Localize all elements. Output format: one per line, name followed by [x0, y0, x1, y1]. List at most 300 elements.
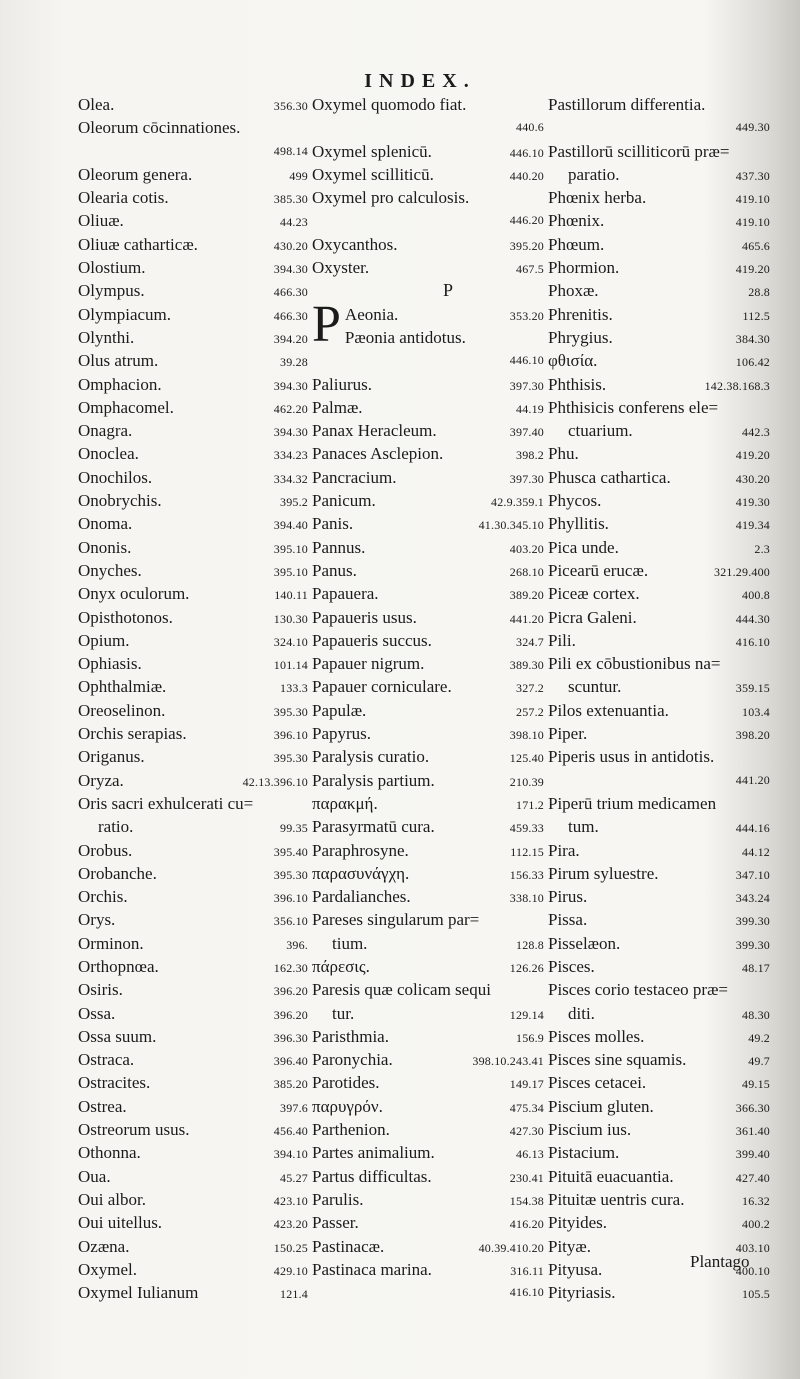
index-entry: [312, 93, 544, 116]
entry-term: Phœnix.: [548, 211, 605, 231]
entry-reference: 398.10: [509, 728, 544, 743]
entry-term: Oui albor.: [78, 1189, 146, 1209]
entry-reference: 397.40: [509, 425, 544, 440]
entry-reference: 101.14: [273, 658, 308, 673]
index-entry: [78, 1048, 308, 1071]
entry-reference: 347.10: [735, 867, 770, 882]
entry-reference: 48.30: [742, 1007, 770, 1022]
index-entry: [312, 442, 544, 465]
index-entry: [78, 629, 308, 652]
entry-reference: 396.20: [273, 984, 308, 999]
index-entry: [312, 1235, 544, 1258]
entry-reference: 361.40: [735, 1124, 770, 1139]
entry-term: Omphacion.: [78, 374, 162, 394]
entry-reference: 444.16: [735, 821, 770, 836]
index-entry: [312, 1048, 544, 1071]
entry-term: Pisces corio testaceo præ=: [548, 980, 729, 1000]
index-entry: [548, 396, 770, 419]
index-entry: [548, 466, 770, 489]
index-entry: [548, 93, 770, 116]
index-entry: [312, 373, 544, 396]
entry-reference: 334.32: [273, 471, 308, 486]
index-entry: [312, 419, 544, 442]
index-entry: [345, 303, 544, 326]
index-entry: [78, 349, 308, 372]
index-entry: [312, 1002, 544, 1025]
entry-term: φθισία.: [548, 351, 598, 371]
index-entry: [548, 722, 770, 745]
entry-reference: 359.15: [735, 681, 770, 696]
index-entry: [78, 1071, 308, 1094]
entry-term: Olympiacum.: [78, 304, 172, 324]
entry-reference: 398.2: [516, 448, 544, 463]
entry-reference: 419.20: [735, 262, 770, 277]
index-entry: [312, 256, 544, 279]
index-entry: [312, 209, 544, 232]
index-entry: [312, 792, 544, 815]
entry-term: Papaueris succus.: [312, 630, 432, 650]
index-entry: [78, 675, 308, 698]
index-entry: [548, 675, 770, 698]
index-entry: [78, 140, 308, 163]
index-entry: [78, 396, 308, 419]
index-entry: [548, 279, 770, 302]
index-entry: [312, 699, 544, 722]
index-entry: [548, 908, 770, 931]
entry-term: ratio.: [98, 817, 134, 837]
index-entry: [78, 559, 308, 582]
index-entry: [548, 1118, 770, 1141]
index-entry: [78, 1141, 308, 1164]
entry-reference: 462.20: [273, 401, 308, 416]
index-entry: [548, 1141, 770, 1164]
index-entry: [548, 536, 770, 559]
entry-term: Onoclea.: [78, 444, 139, 464]
index-entry: [78, 1002, 308, 1025]
entry-reference: 395.10: [273, 541, 308, 556]
entry-reference: 419.10: [735, 192, 770, 207]
entry-reference: 440.20: [509, 168, 544, 183]
entry-term: Pica unde.: [548, 537, 619, 557]
entry-reference: 48.17: [742, 960, 770, 975]
entry-term: Oleorum genera.: [78, 164, 193, 184]
index-entry: [312, 908, 544, 931]
index-entry: [548, 745, 770, 768]
entry-reference: 356.30: [273, 99, 308, 113]
entry-reference: 321.29.400: [714, 564, 770, 579]
page-header: INDEX.: [364, 70, 476, 92]
entry-term: Paronychia.: [312, 1050, 393, 1070]
entry-term: Pira.: [548, 840, 580, 860]
entry-reference: 99.35: [280, 821, 308, 836]
entry-term: Ossa suum.: [78, 1026, 157, 1046]
entry-reference: 395.10: [273, 564, 308, 579]
entry-reference: 385.30: [273, 192, 308, 207]
entry-term: Pisces.: [548, 956, 595, 976]
entry-reference: 389.30: [509, 658, 544, 673]
index-entry: [78, 279, 308, 302]
entry-term: Papyrus.: [312, 724, 372, 744]
index-entry: [312, 932, 544, 955]
index-entry: [78, 699, 308, 722]
entry-term: Ophiasis.: [78, 654, 142, 674]
entry-term: Phu.: [548, 444, 579, 464]
entry-term: Partus difficultas.: [312, 1166, 432, 1186]
entry-term: Osiris.: [78, 980, 123, 1000]
entry-term: Phusca cathartica.: [548, 467, 671, 487]
index-entry: [548, 629, 770, 652]
index-entry: [548, 769, 770, 792]
entry-term: Orobus.: [78, 840, 133, 860]
index-column-3: [548, 93, 770, 1304]
entry-term: Oxymel.: [78, 1259, 138, 1279]
entry-reference: 400.8: [742, 588, 770, 603]
entry-reference: 2.3: [754, 541, 770, 556]
entry-term: Oris sacri exhulcerati cu=: [78, 793, 254, 813]
entry-term: Pæonia antidotus.: [344, 327, 466, 347]
entry-reference: 128.8: [516, 937, 544, 952]
entry-term: Olus atrum.: [78, 351, 159, 371]
entry-reference: 456.40: [273, 1124, 308, 1139]
index-entry: [78, 978, 308, 1001]
entry-term: Pisces molles.: [548, 1026, 645, 1046]
index-entry: [548, 815, 770, 838]
entry-reference: 419.34: [735, 518, 770, 533]
entry-term: Onobrychis.: [78, 491, 162, 511]
entry-reference: 475.34: [509, 1100, 544, 1115]
index-entry: [312, 163, 544, 186]
entry-reference: 446.10: [509, 353, 544, 368]
index-entry: [312, 140, 544, 163]
entry-reference: 42.13.396.10: [242, 774, 308, 789]
entry-term: Paralysis curatio.: [312, 747, 430, 767]
index-entry: [548, 442, 770, 465]
entry-term: Paralysis partium.: [312, 770, 435, 790]
entry-term: Paristhmia.: [312, 1026, 389, 1046]
entry-term: Onoma.: [78, 514, 133, 534]
entry-term: Ononis.: [78, 537, 132, 557]
entry-term: Pituitæ uentris cura.: [548, 1189, 685, 1209]
entry-term: Onagra.: [78, 421, 133, 441]
entry-term: Ossa.: [78, 1003, 116, 1023]
entry-reference: 125.40: [509, 751, 544, 766]
index-entry: [548, 652, 770, 675]
index-entry: [78, 1118, 308, 1141]
entry-reference: 384.30: [735, 331, 770, 346]
entry-reference: 210.39: [509, 774, 544, 789]
entry-term: Papulæ.: [312, 700, 367, 720]
entry-term: Phœum.: [548, 234, 605, 254]
index-entry: [312, 396, 544, 419]
index-entry: [548, 932, 770, 955]
entry-reference: 42.9.359.1: [491, 495, 544, 510]
entry-term: Phyllitis.: [548, 514, 609, 534]
index-entry: [548, 209, 770, 232]
entry-term: παρυγρόν.: [312, 1096, 383, 1116]
entry-reference: 257.2: [516, 704, 544, 719]
entry-term: Palmæ.: [312, 397, 363, 417]
entry-term: Oxymel Iulianum: [78, 1283, 199, 1303]
entry-term: Pareses singularum par=: [312, 910, 480, 930]
entry-reference: 441.20: [735, 772, 770, 787]
entry-reference: 397.6: [280, 1100, 308, 1115]
entry-term: Pastillorū scilliticorū præ=: [548, 141, 730, 161]
entry-reference: 449.30: [735, 120, 770, 135]
index-entry: [78, 582, 308, 605]
entry-term: Pityides.: [548, 1213, 608, 1233]
entry-term: Onyches.: [78, 560, 142, 580]
entry-term: Ostracites.: [78, 1073, 151, 1093]
index-entry: [78, 442, 308, 465]
index-entry: [548, 792, 770, 815]
index-entry: [312, 116, 544, 139]
entry-reference: 396.40: [273, 1054, 308, 1069]
entry-reference: 442.3: [742, 425, 770, 440]
entry-reference: 154.38: [509, 1193, 544, 1208]
entry-reference: 395.30: [273, 704, 308, 719]
index-entry: [312, 1188, 544, 1211]
entry-reference: 353.20: [509, 308, 544, 323]
entry-term: Orthopnœa.: [78, 956, 159, 976]
index-entry: [78, 722, 308, 745]
entry-term: Pituitā euacuantia.: [548, 1166, 674, 1186]
entry-term: Piscium gluten.: [548, 1096, 654, 1116]
entry-reference: 150.25: [273, 1240, 308, 1255]
section-letter-p: P: [442, 280, 453, 301]
entry-term: πάρεσις.: [312, 956, 370, 976]
entry-term: Panis.: [312, 514, 354, 534]
index-entry: [78, 745, 308, 768]
entry-reference: 398.10.243.41: [472, 1054, 544, 1069]
index-entry: [78, 209, 308, 232]
entry-term: Orchis.: [78, 887, 128, 907]
entry-term: Olostium.: [78, 258, 146, 278]
entry-reference: 397.30: [509, 471, 544, 486]
entry-reference: 423.20: [273, 1217, 308, 1232]
index-entry: [78, 1095, 308, 1118]
entry-term: Pili.: [548, 630, 576, 650]
index-entry: [548, 349, 770, 372]
index-entry: [312, 1141, 544, 1164]
entry-reference: 396.30: [273, 1030, 308, 1045]
entry-term: Panicum.: [312, 491, 376, 511]
entry-reference: 112.15: [510, 844, 544, 859]
index-entry: [78, 512, 308, 535]
entry-reference: 44.23: [280, 215, 308, 230]
index-entry: [78, 1025, 308, 1048]
index-entry: [78, 116, 308, 139]
index-entry: [548, 978, 770, 1001]
index-column-2: [312, 93, 544, 1304]
index-entry: [312, 559, 544, 582]
entry-reference: 106.42: [735, 355, 770, 370]
index-entry: [78, 1258, 308, 1281]
entry-term: Oliuæ catharticæ.: [78, 234, 198, 254]
entry-reference: 398.20: [735, 728, 770, 743]
index-entry: [548, 699, 770, 722]
index-entry: [78, 815, 308, 838]
index-entry: [548, 1095, 770, 1118]
entry-reference: 156.9: [516, 1030, 544, 1045]
catchword: Plantago: [690, 1252, 750, 1271]
entry-term: Pastinaca marina.: [312, 1259, 432, 1279]
entry-reference: 105.5: [742, 1287, 770, 1302]
entry-term: Oxymel quomodo fiat.: [312, 95, 467, 114]
entry-term: Oleorum cōcinnationes.: [78, 118, 241, 138]
entry-term: Pissa.: [548, 910, 588, 930]
index-column-1: [78, 93, 308, 1304]
entry-reference: 268.10: [509, 564, 544, 579]
entry-term: Papauer corniculare.: [312, 677, 452, 697]
entry-reference: 446.10: [509, 145, 544, 160]
entry-term: Parasyrmatū cura.: [312, 817, 435, 837]
entry-reference: 399.30: [735, 937, 770, 952]
entry-term: Piperis usus in antidotis.: [548, 747, 715, 767]
entry-reference: 416.10: [509, 1285, 544, 1300]
index-entry: [312, 745, 544, 768]
index-entry: [548, 512, 770, 535]
index-entry: [78, 792, 308, 815]
index-entry: [312, 1281, 544, 1304]
entry-term: Orchis serapias.: [78, 724, 187, 744]
entry-term: Pirum syluestre.: [548, 863, 659, 883]
index-entry: [312, 536, 544, 559]
entry-reference: 430.20: [273, 238, 308, 253]
entry-reference: 403.20: [509, 541, 544, 556]
entry-term: Ozæna.: [78, 1236, 130, 1256]
entry-term: Oxycanthos.: [312, 234, 398, 254]
entry-term: Orys.: [78, 910, 116, 930]
index-entry: [312, 652, 544, 675]
entry-term: ctuarium.: [568, 421, 633, 441]
index-entry: [78, 93, 308, 116]
entry-reference: 419.20: [735, 448, 770, 463]
entry-reference: 149.17: [509, 1077, 544, 1092]
entry-term: Parulis.: [312, 1189, 364, 1209]
entry-term: Oryza.: [78, 770, 124, 790]
entry-term: Panax Heracleum.: [312, 421, 437, 441]
entry-reference: 466.30: [273, 308, 308, 323]
entry-reference: 142.38.168.3: [704, 378, 770, 393]
index-entry: [312, 582, 544, 605]
index-entry: [78, 419, 308, 442]
entry-reference: 499: [289, 168, 308, 183]
entry-reference: 394.20: [273, 331, 308, 346]
entry-term: tur.: [332, 1003, 355, 1023]
entry-reference: 498.14: [273, 143, 308, 158]
entry-term: Pardalianches.: [312, 887, 411, 907]
entry-term: Oua.: [78, 1166, 111, 1186]
index-entry: [548, 140, 770, 163]
entry-reference: 400.2: [742, 1217, 770, 1232]
index-entry: [312, 1165, 544, 1188]
entry-reference: 430.20: [735, 471, 770, 486]
entry-reference: 394.30: [273, 262, 308, 277]
index-entry: [548, 1025, 770, 1048]
entry-reference: 46.13: [516, 1147, 544, 1162]
entry-term: Ophthalmiæ.: [78, 677, 167, 697]
index-entry: [548, 373, 770, 396]
index-entry: [78, 606, 308, 629]
index-entry: [548, 163, 770, 186]
entry-term: Pityriasis.: [548, 1283, 616, 1303]
entry-term: Olea.: [78, 95, 115, 114]
index-entry: [312, 466, 544, 489]
entry-term: παρασυνάγχη.: [312, 863, 410, 883]
index-entry: [312, 978, 544, 1001]
index-entry: [548, 885, 770, 908]
index-entry: [78, 1165, 308, 1188]
entry-term: Paraphrosyne.: [312, 840, 409, 860]
index-entry: [312, 839, 544, 862]
index-entry: [78, 769, 308, 792]
index-entry: [78, 303, 308, 326]
index-entry: [548, 489, 770, 512]
entry-term: Oliuæ.: [78, 211, 124, 231]
entry-term: Olearia cotis.: [78, 188, 169, 208]
index-entry: [548, 419, 770, 442]
entry-term: Pityusa.: [548, 1259, 603, 1279]
index-entry: [312, 186, 544, 209]
index-entry: [78, 536, 308, 559]
entry-term: Papauer nigrum.: [312, 654, 425, 674]
entry-term: Ostraca.: [78, 1050, 135, 1070]
entry-term: Phycos.: [548, 491, 602, 511]
entry-reference: 396.10: [273, 728, 308, 743]
entry-reference: 28.8: [748, 285, 770, 300]
index-entry: [78, 233, 308, 256]
entry-reference: 49.15: [742, 1077, 770, 1092]
entry-reference: 394.30: [273, 378, 308, 393]
entry-reference: 49.2: [748, 1030, 770, 1045]
entry-term: Omphacomel.: [78, 397, 174, 417]
entry-term: Onyx oculorum.: [78, 584, 190, 604]
entry-term: Pilos extenuantia.: [548, 700, 669, 720]
entry-reference: 16.32: [742, 1193, 770, 1208]
entry-reference: 126.26: [509, 960, 544, 975]
entry-reference: 395.30: [273, 751, 308, 766]
index-entry: [548, 606, 770, 629]
entry-reference: 334.23: [273, 448, 308, 463]
entry-reference: 343.24: [735, 891, 770, 906]
index-entry: [312, 1118, 544, 1141]
index-entry: [312, 885, 544, 908]
entry-term: Picra Galeni.: [548, 607, 637, 627]
index-entry: [78, 326, 308, 349]
index-entry: [548, 559, 770, 582]
entry-term: Paliurus.: [312, 374, 372, 394]
index-entry: [548, 1048, 770, 1071]
entry-reference: 395.30: [273, 867, 308, 882]
entry-term: Phrenitis.: [548, 304, 613, 324]
entry-reference: 396.10: [273, 891, 308, 906]
entry-term: paratio.: [568, 164, 620, 184]
entry-term: Pannus.: [312, 537, 366, 557]
entry-reference: 403.10: [735, 1240, 770, 1255]
index-entry: [312, 233, 544, 256]
entry-term: παρακμή.: [312, 793, 378, 813]
index-entry: [548, 1211, 770, 1234]
entry-reference: 394.30: [273, 425, 308, 440]
entry-reference: 459.33: [509, 821, 544, 836]
index-entry: [548, 862, 770, 885]
entry-term: diti.: [568, 1003, 595, 1023]
entry-term: Pityæ.: [548, 1236, 591, 1256]
entry-term: Panaces Asclepion.: [312, 444, 444, 464]
entry-reference: 112.5: [742, 308, 770, 323]
index-entry: [312, 606, 544, 629]
index-entry: [312, 769, 544, 792]
